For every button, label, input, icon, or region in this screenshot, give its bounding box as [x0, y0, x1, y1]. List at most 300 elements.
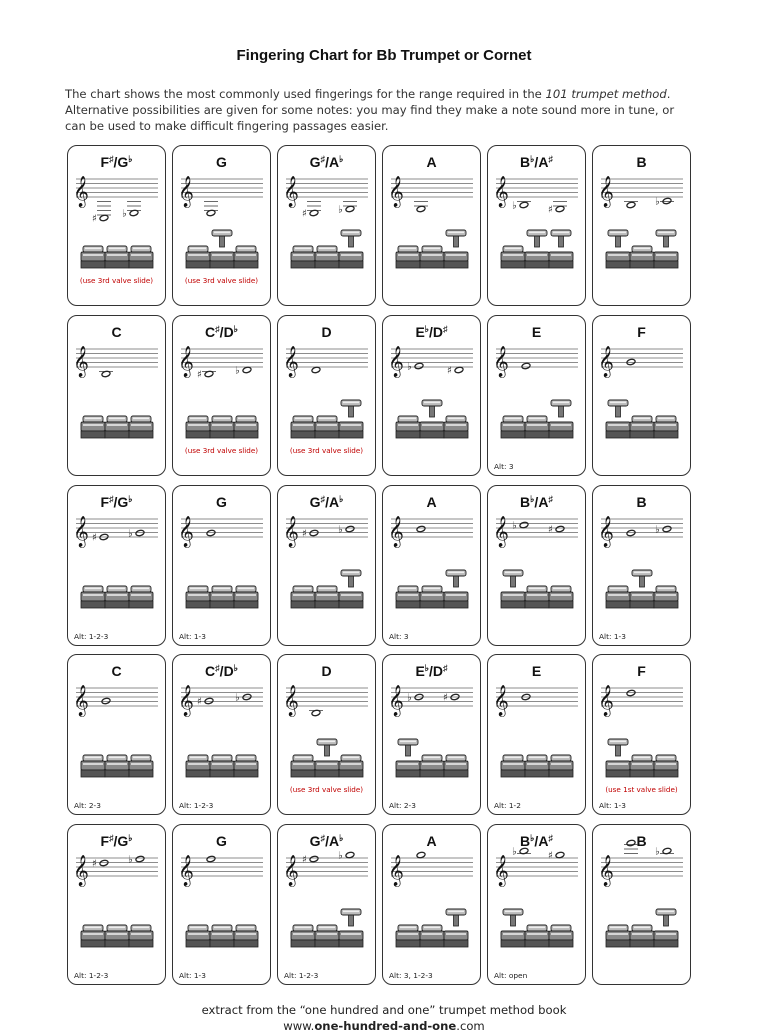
treble-clef-icon: 𝄞: [73, 685, 89, 716]
alt-fingering: Alt: 1-2-3: [179, 801, 214, 810]
treble-clef-icon: 𝄞: [493, 855, 509, 886]
valve-1-icon: [501, 416, 525, 438]
whole-note: [302, 855, 319, 866]
valve-3-icon: [654, 755, 678, 777]
fingering-card: [592, 145, 691, 306]
whole-note: [512, 521, 529, 532]
valve-3-icon: [234, 925, 258, 947]
notation-and-valves: [278, 146, 375, 304]
note-name-alternate: D: [223, 663, 234, 679]
intro-line-1: The chart shows the most commonly used fingerings for the range required in the 101 trumpet method.: [65, 87, 671, 101]
valve-2-icon: [630, 416, 654, 438]
name-separator: /: [113, 494, 118, 510]
valve-3-icon: [654, 416, 678, 438]
valve-1-icon: [291, 925, 315, 947]
name-separator: /: [429, 324, 433, 340]
note-name-primary: B: [520, 154, 531, 170]
valve-2-icon: [105, 755, 129, 777]
valve-2-icon: [210, 416, 234, 438]
notation-and-valves: [383, 146, 480, 304]
fingering-card: [382, 145, 481, 306]
notation-and-valves: [383, 486, 480, 644]
notation-and-valves: [488, 825, 585, 983]
treble-clef-icon: 𝄞: [73, 346, 89, 377]
valve-2-icon: [210, 755, 234, 777]
footer-url[interactable]: www.one-hundred-and-one.com: [283, 1019, 485, 1033]
valve-2-icon: [525, 230, 549, 268]
valve-3-icon: [654, 586, 678, 608]
treble-clef-icon: 𝄞: [493, 516, 509, 547]
accidental-icon: ♭: [338, 204, 343, 216]
slide-note: (use 3rd valve slide): [184, 276, 259, 285]
valve-3-icon: [444, 570, 468, 608]
whole-note: [512, 847, 531, 858]
whole-note: [655, 197, 674, 208]
notation-and-valves: [173, 486, 270, 644]
valve-3-icon: [339, 230, 363, 268]
alt-fingering: Alt: 3: [494, 462, 514, 471]
valve-1-icon: [291, 586, 315, 608]
name-separator: /: [219, 324, 224, 340]
valve-2-icon: [525, 416, 549, 438]
note-name-primary: E: [531, 663, 542, 679]
accidental-mark: ♭: [128, 494, 133, 504]
treble-clef-icon: 𝄞: [388, 855, 404, 886]
valve-2-icon: [630, 755, 654, 777]
valve-2-icon: [315, 925, 339, 947]
notation-and-valves: [383, 825, 480, 983]
fingering-card: [67, 654, 166, 815]
whole-note: [302, 529, 319, 540]
note-name-alternate: D: [223, 324, 234, 340]
valve-2-icon: [315, 416, 339, 438]
accidental-mark: ♭: [233, 663, 238, 673]
note-name-primary: E: [415, 663, 425, 679]
valve-1-icon: [186, 246, 210, 268]
valve-2-icon: [105, 416, 129, 438]
note-name-alternate: A: [328, 494, 340, 510]
treble-clef-icon: 𝄞: [388, 176, 404, 207]
accidental-mark: ♭: [128, 154, 133, 164]
accidental-mark: ♭: [530, 494, 535, 504]
accidental-icon: ♯: [302, 528, 307, 540]
note-name-primary: G: [216, 154, 227, 170]
valve-2-icon: [525, 925, 549, 947]
accidental-icon: ♭: [235, 365, 240, 377]
valve-2-icon: [420, 246, 444, 268]
note-name-primary: G: [216, 494, 227, 510]
valve-1-icon: [291, 755, 315, 777]
valve-3-icon: [654, 909, 678, 947]
valve-3-icon: [234, 416, 258, 438]
valve-3-icon: [234, 755, 258, 777]
treble-clef-icon: 𝄞: [178, 346, 194, 377]
whole-note: [338, 525, 355, 536]
note-name-primary: B: [636, 154, 647, 170]
fingering-card: [487, 485, 586, 646]
whole-note: [548, 525, 565, 536]
accidental-mark: ♭: [233, 324, 238, 334]
valve-2-icon: [105, 586, 129, 608]
accidental-icon: ♭: [235, 692, 240, 704]
fingering-card: [277, 824, 376, 985]
alt-fingering: Alt: 1-2-3: [284, 971, 319, 980]
name-separator: /: [534, 154, 539, 170]
whole-note: [655, 525, 672, 536]
accidental-icon: ♯: [447, 365, 452, 377]
notation-and-valves: [593, 146, 690, 304]
whole-note: [338, 202, 357, 216]
accidental-icon: ♯: [302, 854, 307, 866]
accidental-mark: ♯: [320, 494, 326, 504]
whole-note: [414, 202, 428, 213]
valve-2-icon: [105, 925, 129, 947]
note-name-primary: B: [520, 833, 531, 849]
slide-note: (use 3rd valve slide): [184, 446, 259, 455]
valve-2-icon: [420, 755, 444, 777]
notation-and-valves: [488, 655, 585, 813]
fingering-card: [592, 654, 691, 815]
name-separator: /: [219, 663, 224, 679]
accidental-icon: ♭: [122, 208, 127, 220]
fingering-card: [487, 824, 586, 985]
accidental-icon: ♯: [443, 692, 448, 704]
slide-note: (use 3rd valve slide): [289, 785, 364, 794]
whole-note: [204, 202, 218, 217]
treble-clef-icon: 𝄞: [388, 346, 404, 377]
valve-1-icon: [81, 925, 105, 947]
whole-note: [128, 855, 145, 866]
valve-2-icon: [630, 570, 654, 608]
fingering-card: [172, 485, 271, 646]
treble-clef-icon: 𝄞: [178, 855, 194, 886]
alt-fingering: Alt: 1-3: [599, 801, 626, 810]
valve-3-icon: [129, 246, 153, 268]
accidental-mark: ♯: [215, 663, 220, 673]
slide-note: (use 3rd valve slide): [289, 446, 364, 455]
valve-3-icon: [129, 755, 153, 777]
accidental-mark: ♭: [530, 154, 535, 164]
valve-2-icon: [315, 246, 339, 268]
notation-and-valves: [68, 825, 165, 983]
accidental-mark: ♭: [339, 494, 344, 504]
whole-note: [122, 202, 141, 220]
whole-note: [92, 859, 109, 870]
valve-1-icon: [396, 739, 420, 777]
treble-clef-icon: 𝄞: [493, 346, 509, 377]
valve-1-icon: [186, 925, 210, 947]
name-separator: /: [325, 494, 329, 510]
note-name-primary: A: [426, 833, 437, 849]
alt-fingering: Alt: 2-3: [74, 801, 101, 810]
note-name-primary: A: [426, 154, 437, 170]
alt-fingering: Alt: 1-3: [179, 971, 206, 980]
footer: [0, 1002, 768, 1034]
note-name-primary: F: [100, 833, 110, 849]
notation-and-valves: [173, 825, 270, 983]
note-name-alternate: A: [538, 154, 549, 170]
fingering-card: [67, 485, 166, 646]
name-separator: /: [325, 833, 329, 849]
accidental-icon: ♯: [92, 532, 97, 544]
note-name-primary: D: [321, 324, 332, 340]
treble-clef-icon: 𝄞: [598, 346, 614, 377]
fingering-card: [172, 654, 271, 815]
note-name-primary: G: [309, 833, 321, 849]
method-name: 101 trumpet method: [545, 87, 667, 101]
note-name-primary: F: [637, 663, 646, 679]
accidental-icon: ♭: [128, 854, 133, 866]
valve-1-icon: [186, 586, 210, 608]
fingering-card: [277, 654, 376, 815]
accidental-mark: ♯: [443, 324, 448, 334]
whole-note: [624, 839, 638, 853]
accidental-icon: ♯: [197, 369, 202, 381]
notation-and-valves: [68, 316, 165, 474]
fingering-card: [172, 824, 271, 985]
notation-and-valves: [593, 486, 690, 644]
note-name-primary: G: [309, 494, 321, 510]
treble-clef-icon: 𝄞: [493, 176, 509, 207]
accidental-mark: ♭: [424, 324, 430, 334]
whole-note: [521, 362, 530, 369]
notation-and-valves: [593, 316, 690, 474]
accidental-mark: ♭: [128, 833, 133, 843]
fingering-card: [67, 145, 166, 306]
note-name-primary: E: [531, 324, 542, 340]
accidental-mark: ♯: [548, 494, 553, 504]
valve-1-icon: [396, 416, 420, 438]
fingering-card: [277, 485, 376, 646]
alt-fingering: Alt: 1-3: [179, 632, 206, 641]
whole-note: [626, 689, 635, 696]
whole-note: [416, 851, 425, 858]
fingering-card: [277, 315, 376, 476]
valve-3-icon: [234, 586, 258, 608]
note-name-primary: G: [309, 154, 321, 170]
valve-1-icon: [396, 925, 420, 947]
treble-clef-icon: 𝄞: [388, 516, 404, 547]
valve-3-icon: [129, 925, 153, 947]
accidental-icon: ♭: [512, 520, 517, 532]
valve-1-icon: [396, 246, 420, 268]
treble-clef-icon: 𝄞: [598, 855, 614, 886]
accidental-icon: ♯: [302, 208, 307, 220]
intro-line-2: Alternative possibilities are given for some notes: you may find they make a note sound more in tune, or: [65, 103, 675, 117]
note-name-primary: E: [415, 324, 425, 340]
fingering-card: [487, 654, 586, 815]
note-name-alternate: G: [117, 494, 129, 510]
note-name-primary: C: [205, 663, 216, 679]
whole-note: [311, 366, 320, 373]
alt-fingering: Alt: open: [494, 971, 528, 980]
alt-fingering: Alt: 3, 1-2-3: [389, 971, 433, 980]
accidental-icon: ♭: [655, 524, 660, 536]
treble-clef-icon: 𝄞: [178, 516, 194, 547]
note-name-primary: D: [321, 663, 332, 679]
accidental-mark: ♯: [109, 154, 114, 164]
fingering-card: [592, 485, 691, 646]
note-name-primary: G: [216, 833, 227, 849]
accidental-icon: ♭: [655, 846, 660, 858]
fingering-card: [592, 315, 691, 476]
notation-and-valves: [173, 655, 270, 813]
note-name-alternate: A: [538, 494, 549, 510]
valve-3-icon: [549, 230, 573, 268]
accidental-icon: ♯: [548, 524, 553, 536]
whole-note: [302, 202, 321, 220]
valve-3-icon: [339, 755, 363, 777]
notation-and-valves: [68, 486, 165, 644]
whole-note: [512, 201, 531, 212]
fingering-card: [172, 315, 271, 476]
fingering-card: [382, 654, 481, 815]
fingering-card: [592, 824, 691, 985]
accidental-icon: ♭: [512, 846, 517, 858]
valve-1-icon: [81, 755, 105, 777]
note-name-alternate: A: [328, 154, 340, 170]
accidental-mark: ♭: [424, 663, 430, 673]
name-separator: /: [325, 154, 329, 170]
fingering-card: [487, 145, 586, 306]
valve-2-icon: [630, 246, 654, 268]
treble-clef-icon: 𝄞: [598, 176, 614, 207]
accidental-mark: ♯: [320, 154, 326, 164]
accidental-icon: ♭: [338, 850, 343, 862]
valve-1-icon: [606, 230, 630, 268]
valve-3-icon: [339, 400, 363, 438]
treble-clef-icon: 𝄞: [493, 685, 509, 716]
valve-2-icon: [525, 755, 549, 777]
note-name-primary: F: [100, 494, 110, 510]
valve-2-icon: [420, 400, 444, 438]
treble-clef-icon: 𝄞: [283, 346, 299, 377]
whole-note: [197, 370, 216, 381]
page-title: Fingering Chart for Bb Trumpet or Cornet: [236, 47, 532, 64]
treble-clef-icon: 𝄞: [598, 516, 614, 547]
whole-note: [338, 851, 355, 862]
valve-3-icon: [129, 586, 153, 608]
accidental-mark: ♭: [339, 833, 344, 843]
whole-note: [655, 847, 674, 858]
whole-note: [309, 709, 323, 716]
whole-note: [206, 855, 215, 862]
valve-1-icon: [606, 925, 630, 947]
accidental-mark: ♯: [109, 833, 114, 843]
accidental-icon: ♭: [338, 524, 343, 536]
note-name-alternate: A: [538, 833, 549, 849]
accidental-icon: ♭: [407, 361, 412, 373]
note-name-primary: C: [205, 324, 216, 340]
fingering-card: [277, 145, 376, 306]
fingering-card: [67, 315, 166, 476]
whole-note: [626, 358, 635, 365]
valve-2-icon: [315, 739, 339, 777]
treble-clef-icon: 𝄞: [598, 685, 614, 716]
treble-clef-icon: 𝄞: [283, 516, 299, 547]
valve-1-icon: [501, 246, 525, 268]
accidental-icon: ♯: [548, 204, 553, 216]
alt-fingering: Alt: 1-2-3: [74, 971, 109, 980]
whole-note: [624, 201, 638, 208]
valve-2-icon: [105, 246, 129, 268]
note-name-primary: C: [111, 324, 122, 340]
valve-1-icon: [396, 586, 420, 608]
accidental-mark: ♯: [443, 663, 448, 673]
fingering-card: [382, 824, 481, 985]
treble-clef-icon: 𝄞: [73, 176, 89, 207]
valve-1-icon: [501, 570, 525, 608]
whole-note: [206, 529, 215, 536]
fingering-card: [487, 315, 586, 476]
accidental-mark: ♭: [339, 154, 344, 164]
valve-3-icon: [549, 755, 573, 777]
accidental-icon: ♯: [92, 858, 97, 870]
note-name-alternate: A: [328, 833, 340, 849]
name-separator: /: [113, 154, 118, 170]
valve-1-icon: [291, 246, 315, 268]
note-name-primary: B: [520, 494, 531, 510]
valve-2-icon: [420, 925, 444, 947]
note-name-primary: C: [111, 663, 122, 679]
whole-note: [626, 529, 635, 536]
notation-and-valves: [488, 486, 585, 644]
accidental-icon: ♭: [655, 196, 660, 208]
intro-line-3: can be used to make difficult fingering passages easier.: [65, 119, 389, 133]
notation-and-valves: [68, 655, 165, 813]
valve-1-icon: [606, 739, 630, 777]
fingering-card: [172, 145, 271, 306]
fingering-card: [382, 315, 481, 476]
notation-and-valves: [383, 316, 480, 474]
note-name-alternate: G: [117, 154, 129, 170]
notation-and-valves: [593, 825, 690, 983]
whole-note: [416, 525, 425, 532]
valve-3-icon: [444, 416, 468, 438]
treble-clef-icon: 𝄞: [73, 855, 89, 886]
fingering-card: [67, 824, 166, 985]
note-name-primary: B: [636, 494, 647, 510]
valve-1-icon: [81, 586, 105, 608]
treble-clef-icon: 𝄞: [283, 855, 299, 886]
notation-and-valves: [278, 825, 375, 983]
valve-1-icon: [186, 755, 210, 777]
notation-and-valves: [383, 655, 480, 813]
note-name-primary: F: [100, 154, 110, 170]
valve-2-icon: [210, 925, 234, 947]
treble-clef-icon: 𝄞: [283, 685, 299, 716]
valve-2-icon: [525, 586, 549, 608]
treble-clef-icon: 𝄞: [283, 176, 299, 207]
whole-note: [101, 697, 110, 704]
whole-note: [92, 533, 109, 544]
valve-1-icon: [81, 246, 105, 268]
whole-note: [548, 851, 565, 862]
valve-1-icon: [606, 400, 630, 438]
name-separator: /: [534, 833, 539, 849]
valve-3-icon: [654, 230, 678, 268]
valve-3-icon: [339, 570, 363, 608]
footer-credit: extract from the “one hundred and one” trumpet method book: [201, 1003, 567, 1017]
fingering-card: [382, 485, 481, 646]
accidental-mark: ♯: [548, 154, 553, 164]
valve-3-icon: [444, 909, 468, 947]
valve-3-icon: [549, 400, 573, 438]
notation-and-valves: [278, 486, 375, 644]
valve-3-icon: [444, 755, 468, 777]
valve-1-icon: [501, 909, 525, 947]
accidental-mark: ♯: [548, 833, 553, 843]
